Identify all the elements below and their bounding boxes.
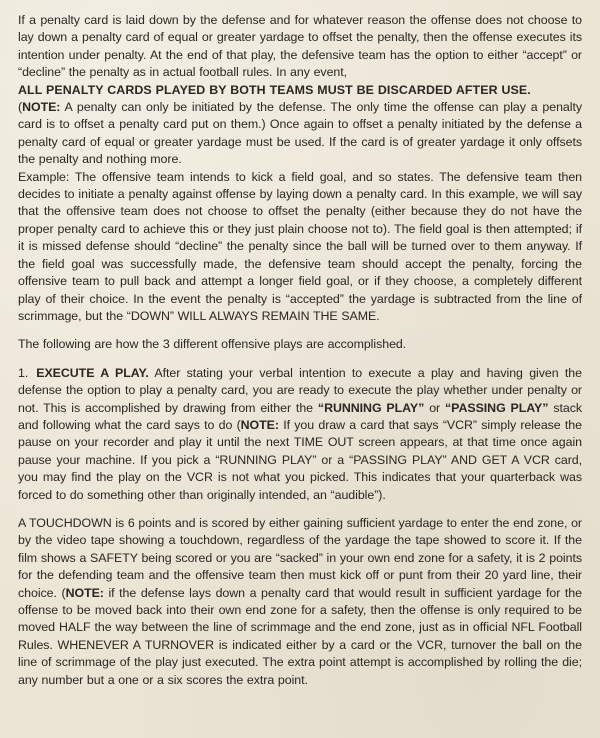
note-label-3: NOTE: [65,585,104,600]
running-play-label: “RUNNING PLAY” [317,400,425,415]
penalty-text-intro: If a penalty card is laid down by the defense and for whatever reason the offense does not choose to lay down a penalty card of equal or greater yardage to offset the penalty, then the offense executes its intention under penalty. At the end of that play, the defensive team has the option to either “accept” or “decline” the penalty as in actual football rules. In any event, [18,13,582,80]
or-text: or [424,400,446,415]
penalty-note-text: A penalty can only be initiated by the defense. The only time the offense can play a penalty card is to offset a penalty card put on them.) Once again to offset a penalty initiated by the defense a penalty card of equal or greater yardage must be used. If the card is of greater yardage it only offsets the penalty and nothing more. [18,100,582,167]
safety-turnover-text: if the defense lays down a penalty card that would result in sufficient yardage for the offense to be moved back into their own end zone for a safety, then the offense is only required to be moved HALF the way between the line of scrimmage and the end zone, just as in official NFL Football Rules. WHENEVER A TURNOVER is indicated either by a card or the VCR, turnover the ball on the line of scrimmage of the play just executed. The extra point attempt is accomplished by rolling the die; any number but a one or a six scores the extra point. [18,585,582,687]
item-number: 1. [18,365,29,380]
discard-rule: ALL PENALTY CARDS PLAYED BY BOTH TEAMS MUST BE DISCARDED AFTER USE. [18,82,531,97]
touchdown-paragraph [18,515,582,689]
touchdown-text: A TOUCHDOWN is 6 points and is scored by either gaining sufficient yardage to enter the end zone, or by the video tape showing a touchdown, regardless of the yardage the tape showed to score it. If the film shows a SAFETY being scored or you are “sacked” in your own end zone for a safety, it is 2 points for the defending team and the offensive team then must kick off or punt from their 20 yard line, their choice. ( [18,515,582,600]
field-goal-example: Example: The offensive team intends to kick a field goal, and so states. The defensive team then decides to initiate a penalty against offense by laying down a penalty card. In this example, we will say that the offensive team does not choose to offset the penalty (either because they do not have the proper penalty card to achieve this or they just plain choose not to). The field goal is then attempted; if it is missed defense should “decline” the penalty since the ball will be turned over to them anyway. If the field goal was successfully made, the defensive team should accept the penalty, forcing the offensive team to pull back and attempt a longer field goal, or if they choose, a completely different play of their choice. In the event the penalty is “accepted” the yardage is subtracted from the line of scrimmage, but the “DOWN” WILL ALWAYS REMAIN THE SAME. [18,169,582,323]
note-label: NOTE: [22,100,61,115]
offensive-plays-intro: The following are how the 3 different offensive plays are accomplished. [18,337,407,352]
execute-play-heading: EXECUTE A PLAY. [36,365,149,380]
execute-play-text-2: stack and following what the card says to do ( [18,400,582,432]
paren-open: ( [18,100,23,115]
vcr-note-text: If you draw a card that says “VCR” simply release the pause on your recorder and play it until the next TIME OUT screen appears, at that time once again pause your machine. If you pick a “RUNNING PLAY” or a “PASSING PLAY” AND GET A VCR card, you may find the play on the VCR is not what you picked. This indicates that your quarterback was forced to do something other than originally intended, an “audible”). [18,417,582,502]
penalty-paragraph [18,12,582,325]
execute-play-paragraph [18,365,582,504]
note-label-2: NOTE: [240,417,279,432]
passing-play-label: “PASSING PLAY” [445,400,549,415]
execute-play-text: After stating your verbal intention to execute a play and having given the defense the option to play a penalty card, you are ready to execute the play whether under penalty or not. This is accomplished by drawing from either the [18,365,582,415]
